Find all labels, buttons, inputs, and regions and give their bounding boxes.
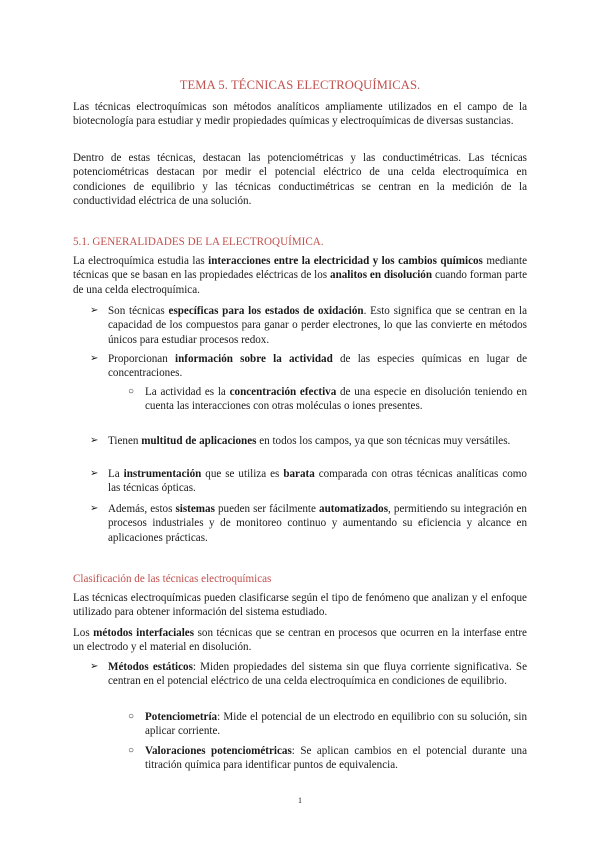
subsection-heading: Clasificación de las técnicas electroquímicas — [73, 573, 272, 585]
classification-paragraph-2: Los métodos interfaciales son técnicas que se centran en procesos que ocurren en la interfase entre un electrodo y el material en disolución. — [73, 627, 527, 654]
list-item: Son técnicas específicas para los estados de oxidación. Esto significa que se centran en la capacidad de los compuestos para ganar o perder electrones, lo que las convierte en métodos únicos para estudiar procesos redox. — [108, 305, 527, 346]
section-heading: 5.1. GENERALIDADES DE LA ELECTROQUÍMICA. — [73, 236, 324, 248]
arrow-bullet-icon: ➢ — [90, 353, 99, 364]
arrow-bullet-icon: ➢ — [90, 305, 99, 316]
arrow-bullet-icon: ➢ — [90, 468, 99, 479]
intro-paragraph-1: Las técnicas electroquímicas son métodos analíticos ampliamente utilizados en el campo de la biotecnología para estudiar y medir propiedades químicas y electroquímicas de diversas sustancias. — [73, 101, 527, 128]
classification-paragraph-1: Las técnicas electroquímicas pueden clasificarse según el tipo de fenómeno que analizan y el enfoque utilizado para obtener información del sistema estudiado. — [73, 592, 527, 619]
sub-list-item: Potenciometría: Mide el potencial de un electrodo en equilibrio con su solución, sin aplicar corriente. — [145, 711, 527, 738]
section-paragraph: La electroquímica estudia las interacciones entre la electricidad y los cambios químicos mediante técnicas que se basan en las propiedades eléctricas de los analitos en disolución cuando forman parte de una celda electroquímica. — [73, 255, 528, 296]
intro-paragraph-2: Dentro de estas técnicas, destacan las potenciométricas y las conductimétricas. Las técnicas potenciométricas destacan por medir el potencial eléctrico de una celda electroquímica en condiciones de equilibrio y las técnicas conductimétricas se centran en la medición de la conductividad eléctrica de una solución. — [73, 152, 527, 207]
page-number: 1 — [298, 796, 302, 805]
circle-bullet-icon: ○ — [128, 711, 135, 722]
list-item: Métodos estáticos: Miden propiedades del sistema sin que fluya corriente significativa. Se centran en el potencial eléctrico de una celda electroquímica en condiciones de equilibrio. — [108, 661, 528, 688]
arrow-bullet-icon: ➢ — [90, 503, 99, 514]
circle-bullet-icon: ○ — [128, 745, 135, 756]
document-title: TEMA 5. TÉCNICAS ELECTROQUÍMICAS. — [179, 78, 421, 92]
sub-list-item: Valoraciones potenciométricas: Se aplican cambios en el potencial durante una titración química para identificar puntos de equivalencia. — [145, 745, 527, 772]
arrow-bullet-icon: ➢ — [90, 661, 99, 672]
sub-list-item: La actividad es la concentración efectiva de una especie en disolución teniendo en cuenta las interacciones con otras moléculas o iones presentes. — [145, 386, 527, 413]
list-item: Además, estos sistemas pueden ser fácilmente automatizados, permitiendo su integración en procesos industriales y de monitoreo continuo y aumentando su eficiencia y alcance en aplicaciones prácticas. — [108, 503, 527, 544]
list-item: La instrumentación que se utiliza es barata comparada con otras técnicas analíticas como las técnicas ópticas. — [108, 468, 527, 495]
circle-bullet-icon: ○ — [128, 386, 135, 397]
list-item: Proporcionan información sobre la actividad de las especies químicas en lugar de concentraciones. — [108, 353, 527, 380]
arrow-bullet-icon: ➢ — [90, 435, 99, 446]
list-item: Tienen multitud de aplicaciones en todos los campos, ya que son técnicas muy versátiles. — [108, 435, 511, 447]
